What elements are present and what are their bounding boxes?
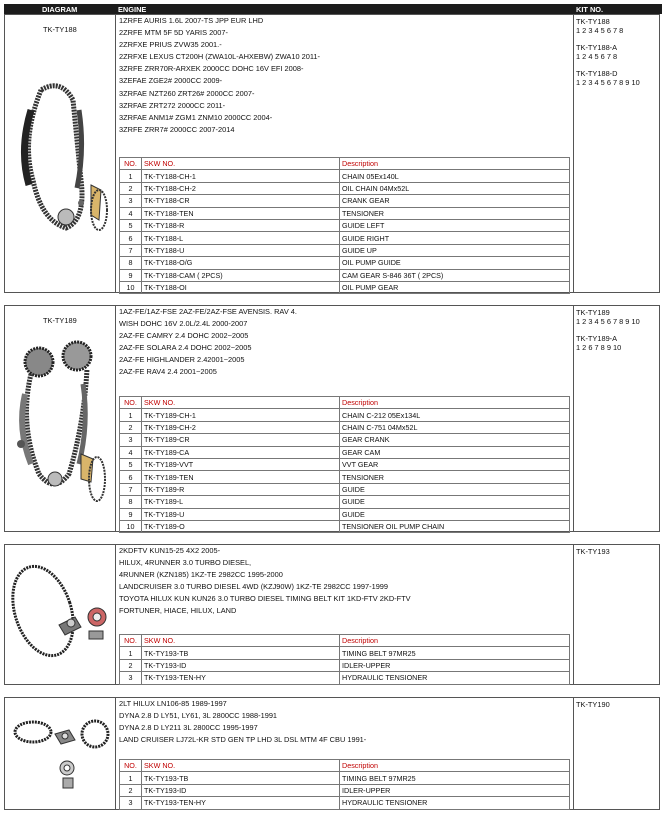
- table-row: [120, 219, 570, 231]
- part-desc: HYDRAULIC TENSIONER: [340, 672, 570, 684]
- part-no: 1: [120, 409, 142, 421]
- part-skw: TK-TY193-ID: [142, 784, 340, 796]
- part-skw: TK-TY188-CH-1: [142, 170, 340, 182]
- part-skw: TK-TY189-O: [142, 520, 340, 532]
- part-no: 1: [120, 170, 142, 182]
- parts-table-header: [120, 158, 570, 170]
- table-row: [120, 269, 570, 281]
- parts-table: [119, 634, 570, 685]
- part-desc: CHAIN C-212 05Ex134L: [340, 409, 570, 421]
- part-skw: TK-TY189-TEN: [142, 471, 340, 483]
- part-desc: GUIDE: [340, 483, 570, 495]
- engine-line: 2ZRFE MTM 5F 5D YARIS 2007-: [119, 28, 228, 38]
- part-no: 2: [120, 421, 142, 433]
- part-skw: TK-TY188-CR: [142, 195, 340, 207]
- kit-code: TK-TY189-A: [576, 334, 618, 343]
- header-engine: ENGINE: [118, 5, 147, 14]
- engine-list: [119, 545, 574, 618]
- part-desc: OIL PUMP GUIDE: [340, 257, 570, 269]
- table-row: [120, 257, 570, 269]
- part-no: 6: [120, 232, 142, 244]
- col-skw: SKW NO.: [142, 635, 340, 647]
- kit-list: [576, 308, 640, 352]
- part-no: 9: [120, 508, 142, 520]
- kit-list: [576, 700, 610, 709]
- table-row: [120, 182, 570, 194]
- engine-line: 2LT HILUX LN106-85 1989-1997: [119, 699, 227, 708]
- engine-line: 4RUNNER (KZN185) 1KZ-TE 2982CC 1995-2000: [119, 570, 283, 580]
- part-skw: TK-TY193-ID: [142, 659, 340, 671]
- table-row: [120, 784, 570, 796]
- engine-line: 2ZRFXE LEXUS CT200H (ZWA10L-AHXEBW) ZWA10 2011-: [119, 52, 320, 62]
- part-no: 7: [120, 483, 142, 495]
- part-no: 2: [120, 659, 142, 671]
- col-no: NO.: [120, 760, 142, 772]
- part-no: 3: [120, 797, 142, 809]
- col-description: Description: [340, 760, 570, 772]
- parts-table-header: [120, 397, 570, 409]
- timing-chain-diagram: [9, 334, 113, 504]
- part-skw: TK-TY189-CR: [142, 434, 340, 446]
- kit-block-ty188: [4, 14, 660, 293]
- timing-belt-diagram: [9, 555, 113, 665]
- part-skw: TK-TY189-VVT: [142, 458, 340, 470]
- engine-line: HILUX, 4RUNNER 3.0 TURBO DIESEL,: [119, 558, 252, 568]
- kit-code: TK-TY188-A: [576, 43, 618, 52]
- part-desc: OIL CHAIN 04Mx52L: [340, 182, 570, 194]
- part-no: 1: [120, 772, 142, 784]
- part-desc: GUIDE: [340, 496, 570, 508]
- engine-line: 3ZRFAE NZT260 ZRT26# 2000CC 2007-: [119, 88, 255, 98]
- table-row: [120, 772, 570, 784]
- part-skw: TK-TY193-TB: [142, 647, 340, 659]
- table-row: [120, 659, 570, 671]
- engine-line: 2KDFTV KUN15-25 4X2 2005-: [119, 546, 221, 555]
- table-row: [120, 672, 570, 684]
- part-no: 10: [120, 281, 142, 293]
- kit-code: TK-TY188-D: [576, 69, 618, 78]
- engine-line: 1AZ-FE/1AZ-FSE 2AZ-FE/2AZ-FSE AVENSIS. RAV 4.: [119, 307, 297, 316]
- parts-table-header: [120, 760, 570, 772]
- part-skw: TK-TY189-L: [142, 496, 340, 508]
- parts-table: [119, 157, 570, 294]
- part-skw: TK-TY188-CAM ( 2PCS): [142, 269, 340, 281]
- part-skw: TK-TY193-TEN-HY: [142, 797, 340, 809]
- col-skw: SKW NO.: [142, 158, 340, 170]
- part-desc: IDLER-UPPER: [340, 784, 570, 796]
- engine-line: 3ZRFE ZRR70R-ARXEK 2000CC DOHC 16V EFI 2008-: [119, 64, 304, 74]
- part-no: 5: [120, 458, 142, 470]
- part-desc: OIL PUMP GEAR: [340, 281, 570, 293]
- kit-items: 1 2 4 5 6 7 8: [576, 52, 618, 61]
- part-skw: TK-TY189-R: [142, 483, 340, 495]
- table-row: [120, 446, 570, 458]
- part-desc: GUIDE LEFT: [340, 219, 570, 231]
- table-row: [120, 508, 570, 520]
- part-skw: TK-TY188-TEN: [142, 207, 340, 219]
- part-desc: CRANK GEAR: [340, 195, 570, 207]
- part-desc: HYDRAULIC TENSIONER: [340, 797, 570, 809]
- part-desc: TIMING BELT 97MR25: [340, 647, 570, 659]
- table-row: [120, 232, 570, 244]
- kit-list: [576, 17, 640, 87]
- header-kit-no: KIT NO.: [576, 5, 604, 14]
- table-row: [120, 170, 570, 182]
- table-row: [120, 797, 570, 809]
- part-no: 8: [120, 496, 142, 508]
- col-no: NO.: [120, 397, 142, 409]
- engine-line: 2ZRFXE PRIUS ZVW35 2001.-: [119, 40, 222, 50]
- table-row: [120, 207, 570, 219]
- kit-list: [576, 547, 610, 556]
- part-skw: TK-TY188-L: [142, 232, 340, 244]
- part-no: 4: [120, 207, 142, 219]
- part-no: 2: [120, 182, 142, 194]
- parts-table: [119, 759, 570, 810]
- part-no: 7: [120, 244, 142, 256]
- diagram-code: TK-TY188: [43, 25, 77, 34]
- kit-block-ty189: [4, 305, 660, 532]
- part-desc: CHAIN 05Ex140L: [340, 170, 570, 182]
- engine-line: 3ZRFAE ZRT272 2000CC 2011-: [119, 100, 226, 110]
- parts-table: [119, 396, 570, 533]
- part-no: 9: [120, 269, 142, 281]
- part-desc: GUIDE: [340, 508, 570, 520]
- part-skw: TK-TY193-TEN-HY: [142, 672, 340, 684]
- kit-items: 1 2 3 4 5 6 7 8: [576, 26, 624, 35]
- col-skw: SKW NO.: [142, 760, 340, 772]
- col-no: NO.: [120, 158, 142, 170]
- part-skw: TK-TY188-CH-2: [142, 182, 340, 194]
- table-row: [120, 496, 570, 508]
- col-no: NO.: [120, 635, 142, 647]
- timing-belt-diagram: [9, 712, 113, 802]
- engine-line: DYNA 2.8 D LY51, LY61, 3L 2800CC 1988-1991: [119, 711, 278, 721]
- part-no: 5: [120, 219, 142, 231]
- part-no: 3: [120, 195, 142, 207]
- table-row: [120, 195, 570, 207]
- kit-code: TK-TY189: [576, 308, 610, 317]
- col-description: Description: [340, 158, 570, 170]
- part-skw: TK-TY193-TB: [142, 772, 340, 784]
- engine-line: 2AZ-FE CAMRY 2.4 DOHC 2002~2005: [119, 331, 249, 341]
- table-row: [120, 471, 570, 483]
- part-skw: TK-TY188-U: [142, 244, 340, 256]
- table-row: [120, 409, 570, 421]
- part-desc: CAM GEAR S-846 36T ( 2PCS): [340, 269, 570, 281]
- engine-line: WISH DOHC 16V 2.0L/2.4L 2000-2007: [119, 319, 248, 329]
- kit-items: 1 2 6 7 8 9 10: [576, 343, 622, 352]
- timing-chain-diagram: [11, 70, 111, 240]
- part-no: 8: [120, 257, 142, 269]
- parts-table-header: [120, 635, 570, 647]
- kit-items: 1 2 3 4 5 6 7 8 9 10: [576, 78, 640, 87]
- table-row: [120, 281, 570, 293]
- kit-code: TK-TY193: [576, 547, 610, 556]
- kit-code: TK-TY188: [576, 17, 610, 26]
- part-no: 4: [120, 446, 142, 458]
- part-no: 3: [120, 672, 142, 684]
- engine-line: FORTUNER, HIACE, HILUX, LAND: [119, 606, 237, 616]
- kit-items: 1 2 3 4 5 6 7 8 9 10: [576, 317, 640, 326]
- table-row: [120, 421, 570, 433]
- part-skw: TK-TY188-OI: [142, 281, 340, 293]
- part-desc: GUIDE UP: [340, 244, 570, 256]
- part-desc: TENSIONER OIL PUMP CHAIN: [340, 520, 570, 532]
- engine-list: [119, 698, 574, 746]
- part-desc: GEAR CAM: [340, 446, 570, 458]
- col-description: Description: [340, 397, 570, 409]
- table-row: [120, 520, 570, 532]
- engine-line: DYNA 2.8 D LY211 3L 2800CC 1995-1997: [119, 723, 258, 733]
- diagram-code: TK-TY189: [43, 316, 77, 325]
- engine-line: TOYOTA HILUX KUN KUN26 3.0 TURBO DIESEL TIMING BELT KIT 1KD-FTV 2KD-FTV: [119, 594, 411, 604]
- table-row: [120, 434, 570, 446]
- part-skw: TK-TY189-U: [142, 508, 340, 520]
- engine-line: 2AZ-FE HIGHLANDER 2.42001~2005: [119, 355, 245, 365]
- part-desc: TENSIONER: [340, 471, 570, 483]
- engine-line: 1ZRFE AURIS 1.6L 2007-TS JPP EUR LHD: [119, 16, 264, 25]
- part-desc: VVT GEAR: [340, 458, 570, 470]
- header-diagram: DIAGRAM: [42, 5, 78, 14]
- table-row: [120, 647, 570, 659]
- engine-line: 3ZRFAE ANM1# ZGM1 ZNM10 2000CC 2004-: [119, 112, 273, 122]
- kit-block-ty190: [4, 697, 660, 810]
- engine-line: 3ZEFAE ZGE2# 2000CC 2009-: [119, 76, 223, 86]
- part-no: 3: [120, 434, 142, 446]
- engine-line: LANDCRUISER 3.0 TURBO DIESEL 4WD (KZJ90W) 1KZ-TE 2982CC 1997-1999: [119, 582, 389, 592]
- engine-line: LAND CRUISER LJ72L-KR STD GEN TP LHD 3L DSL MTM 4F CBU 1991-: [119, 735, 367, 745]
- part-desc: TIMING BELT 97MR25: [340, 772, 570, 784]
- engine-list: [119, 15, 574, 136]
- col-description: Description: [340, 635, 570, 647]
- kit-code: TK-TY190: [576, 700, 610, 709]
- engine-line: 3ZRFE ZRR7# 2000CC 2007-2014: [119, 124, 235, 134]
- part-desc: IDLER-UPPER: [340, 659, 570, 671]
- kit-block-ty193: [4, 544, 660, 685]
- part-skw: TK-TY189-CH-1: [142, 409, 340, 421]
- part-desc: GEAR CRANK: [340, 434, 570, 446]
- part-skw: TK-TY188-R: [142, 219, 340, 231]
- engine-list: [119, 306, 574, 379]
- part-no: 6: [120, 471, 142, 483]
- part-desc: CHAIN C-751 04Mx52L: [340, 421, 570, 433]
- part-no: 10: [120, 520, 142, 532]
- table-row: [120, 458, 570, 470]
- table-row: [120, 244, 570, 256]
- part-skw: TK-TY189-CA: [142, 446, 340, 458]
- engine-line: 2AZ-FE SOLARA 2.4 DOHC 2002~2005: [119, 343, 252, 353]
- table-row: [120, 483, 570, 495]
- part-desc: TENSIONER: [340, 207, 570, 219]
- part-no: 1: [120, 647, 142, 659]
- part-desc: GUIDE RIGHT: [340, 232, 570, 244]
- engine-line: 2AZ-FE RAV4 2.4 2001~2005: [119, 367, 217, 377]
- part-skw: TK-TY188-O/G: [142, 257, 340, 269]
- part-no: 2: [120, 784, 142, 796]
- col-skw: SKW NO.: [142, 397, 340, 409]
- catalog-header: [4, 4, 662, 14]
- part-skw: TK-TY189-CH-2: [142, 421, 340, 433]
